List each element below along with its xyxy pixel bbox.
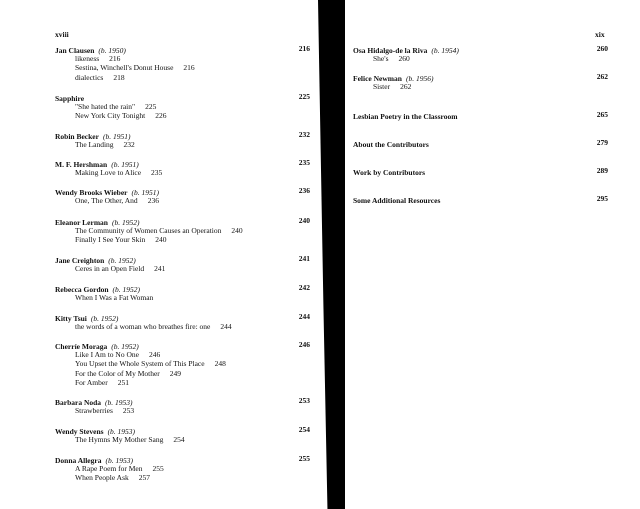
author-name: Osa Hidalgo-de la Riva xyxy=(353,46,428,55)
author-dates: (b. 1952) xyxy=(90,314,119,323)
author-line xyxy=(55,130,310,140)
author-line xyxy=(55,312,310,322)
toc-entry xyxy=(55,92,310,121)
poem-page-number: 254 xyxy=(173,435,185,444)
toc-entry xyxy=(55,396,310,415)
poem-title: One, The Other, And xyxy=(75,196,138,205)
author-line xyxy=(55,254,310,264)
poem-item xyxy=(55,264,310,273)
poem-page-number: 246 xyxy=(148,350,161,359)
poem-item xyxy=(55,63,310,72)
poem-title: Sestina, Winchell's Donut House xyxy=(75,63,174,73)
section-title: Work by Contributors xyxy=(353,168,426,177)
poem-title: When I Was a Fat Woman xyxy=(75,293,154,302)
poem-item xyxy=(353,54,608,63)
entry-page-number: 255 xyxy=(298,454,310,463)
toc-entry xyxy=(55,130,310,149)
poem-item xyxy=(55,350,310,359)
section-line xyxy=(353,110,608,120)
section-page-number: 289 xyxy=(596,166,608,175)
section-title: Lesbian Poetry in the Classroom xyxy=(353,112,458,121)
author-name: M. F. Hershman xyxy=(55,160,108,169)
author-name: Cherríe Moraga xyxy=(55,342,108,351)
poem-item xyxy=(55,369,310,378)
toc-entry xyxy=(55,425,310,444)
poem-title: When People Ask xyxy=(75,473,129,483)
contents-list xyxy=(0,0,318,509)
entry-page-number: 235 xyxy=(298,158,310,167)
poem-title: Finally I See Your Skin xyxy=(75,235,146,245)
author-line xyxy=(55,92,310,102)
poem-item xyxy=(55,111,310,120)
toc-entry xyxy=(55,454,310,483)
author-name: Donna Allegra xyxy=(55,456,102,465)
toc-entry xyxy=(55,254,310,273)
author-dates: (b. 1952) xyxy=(108,256,136,265)
author-name: Eleanor Lerman xyxy=(55,218,108,227)
entry-page-number: 241 xyxy=(298,254,310,263)
poem-item xyxy=(55,378,310,387)
poem-item xyxy=(353,82,608,91)
poem-title: A Rape Poem for Men xyxy=(75,464,143,473)
poem-item xyxy=(55,435,310,444)
poem-item xyxy=(55,473,310,482)
section-line xyxy=(353,138,608,148)
poem-page-number: 216 xyxy=(109,54,121,63)
poem-page-number: 255 xyxy=(152,464,164,473)
toc-section xyxy=(353,194,608,204)
author-dates: (b. 1951) xyxy=(131,188,160,197)
poem-item xyxy=(55,235,310,244)
entry-page-number: 254 xyxy=(298,425,310,434)
page-number: xviii xyxy=(55,30,69,39)
author-name: Sapphire xyxy=(55,94,85,103)
entry-page-number: 232 xyxy=(298,130,310,139)
author-line xyxy=(55,158,310,168)
poem-page-number: 216 xyxy=(183,63,195,73)
author-line xyxy=(55,216,310,226)
author-name: Wendy Brooks Wieber xyxy=(55,188,128,197)
author-name: Wendy Stevens xyxy=(55,427,104,436)
section-page-number: 265 xyxy=(596,110,608,119)
author-line xyxy=(55,454,310,464)
contents-list xyxy=(345,0,640,509)
author-name: Jan Clausen xyxy=(55,46,95,55)
entry-page-number: 262 xyxy=(596,72,608,81)
book-gutter-shadow xyxy=(318,0,345,509)
entry-page-number: 242 xyxy=(298,283,310,292)
author-dates: (b. 1951) xyxy=(111,160,139,169)
author-dates: (b. 1953) xyxy=(107,427,136,436)
author-dates: (b. 1954) xyxy=(431,46,459,55)
author-dates: (b. 1952) xyxy=(112,285,141,294)
poem-page-number: 235 xyxy=(151,168,163,177)
author-name: Rebecca Gordon xyxy=(55,285,109,294)
poem-item xyxy=(55,168,310,177)
poem-item xyxy=(55,196,310,205)
poem-page-number: 241 xyxy=(154,264,166,273)
poem-page-number: 251 xyxy=(117,378,129,388)
poem-title: Sister xyxy=(373,82,391,91)
author-dates: (b. 1952) xyxy=(111,218,140,227)
toc-entry xyxy=(55,186,310,205)
section-page-number: 295 xyxy=(596,194,608,203)
author-dates: (b. 1956) xyxy=(405,74,434,83)
author-dates: (b. 1951) xyxy=(102,132,131,141)
entry-page-number: 246 xyxy=(298,340,310,349)
author-name: Jane Creighton xyxy=(55,256,105,265)
poem-page-number: 249 xyxy=(169,368,182,378)
entry-page-number: 240 xyxy=(298,216,310,225)
poem-title: Strawberries xyxy=(75,406,113,415)
poem-page-number: 260 xyxy=(398,54,410,63)
entry-page-number: 225 xyxy=(298,92,310,101)
author-line xyxy=(55,44,310,54)
poem-title: For the Color of My Mother xyxy=(75,368,160,378)
poem-page-number: 232 xyxy=(123,140,135,149)
author-name: Barbara Noda xyxy=(55,398,102,407)
poem-page-number: 253 xyxy=(122,406,135,415)
toc-entry xyxy=(55,340,310,388)
toc-section xyxy=(353,110,608,120)
poem-title: Like I Am to No One xyxy=(75,350,139,359)
author-line xyxy=(55,396,310,406)
entry-page-number: 216 xyxy=(298,44,310,53)
author-line xyxy=(55,340,310,350)
author-dates: (b. 1952) xyxy=(111,342,139,351)
poem-item xyxy=(55,322,310,331)
section-line xyxy=(353,166,608,176)
poem-title: She's xyxy=(373,54,389,63)
poem-title: dialectics xyxy=(75,72,104,82)
left-page xyxy=(0,0,318,509)
entry-page-number: 244 xyxy=(298,312,310,321)
toc-entry xyxy=(55,216,310,245)
poem-item xyxy=(55,54,310,63)
entry-page-number: 236 xyxy=(298,186,310,195)
toc-entry xyxy=(55,158,310,177)
poem-page-number: 244 xyxy=(220,322,232,331)
poem-title: the words of a woman who breathes fire: one xyxy=(75,322,211,331)
author-dates: (b. 1950) xyxy=(98,46,126,55)
poem-page-number: 236 xyxy=(147,196,159,205)
section-page-number: 279 xyxy=(596,138,608,147)
poem-title: likeness xyxy=(75,54,100,63)
poem-item xyxy=(55,73,310,82)
entry-page-number: 253 xyxy=(298,396,310,405)
poem-page-number: 257 xyxy=(138,473,150,483)
poem-item xyxy=(55,464,310,473)
author-line xyxy=(55,283,310,293)
poem-title: The Landing xyxy=(75,140,114,149)
poem-title: Making Love to Alice xyxy=(75,168,142,177)
poem-item xyxy=(55,359,310,368)
poem-item xyxy=(55,102,310,111)
entry-page-number: 260 xyxy=(596,44,608,53)
poem-item xyxy=(55,293,310,302)
author-line xyxy=(55,186,310,196)
toc-section xyxy=(353,138,608,148)
author-dates: (b. 1953) xyxy=(105,456,133,465)
poem-title: You Upset the Whole System of This Place xyxy=(75,359,205,369)
poem-page-number: 240 xyxy=(155,235,167,245)
author-name: Robin Becker xyxy=(55,132,99,141)
author-dates: (b. 1953) xyxy=(105,398,133,407)
section-title: About the Contributors xyxy=(353,140,429,149)
toc-section xyxy=(353,166,608,176)
poem-title: For Amber xyxy=(75,378,108,388)
toc-entry xyxy=(353,72,608,91)
poem-item xyxy=(55,140,310,149)
poem-title: Ceres in an Open Field xyxy=(75,264,145,273)
poem-page-number: 262 xyxy=(400,82,412,91)
author-name: Kitty Tsui xyxy=(55,314,87,323)
poem-page-number: 218 xyxy=(113,72,125,82)
poem-page-number: 248 xyxy=(214,359,226,369)
right-page xyxy=(345,0,640,509)
section-title: Some Additional Resources xyxy=(353,196,441,205)
author-name: Felice Newman xyxy=(353,74,402,83)
poem-title: New York City Tonight xyxy=(75,111,146,121)
page-number: xix xyxy=(595,30,605,39)
section-line xyxy=(353,194,608,204)
toc-entry xyxy=(353,44,608,63)
poem-item xyxy=(55,406,310,415)
toc-entry xyxy=(55,312,310,331)
poem-title: "She hated the rain" xyxy=(75,102,136,111)
poem-page-number: 240 xyxy=(231,226,243,235)
toc-entry xyxy=(55,283,310,302)
author-line xyxy=(353,72,608,82)
poem-item xyxy=(55,226,310,235)
author-line xyxy=(55,425,310,435)
poem-page-number: 226 xyxy=(155,111,167,121)
poem-title: The Community of Women Causes an Operation xyxy=(75,226,222,235)
toc-entry xyxy=(55,44,310,82)
author-line xyxy=(353,44,608,54)
poem-page-number: 225 xyxy=(145,102,157,111)
poem-title: The Hymns My Mother Sang xyxy=(75,435,164,444)
